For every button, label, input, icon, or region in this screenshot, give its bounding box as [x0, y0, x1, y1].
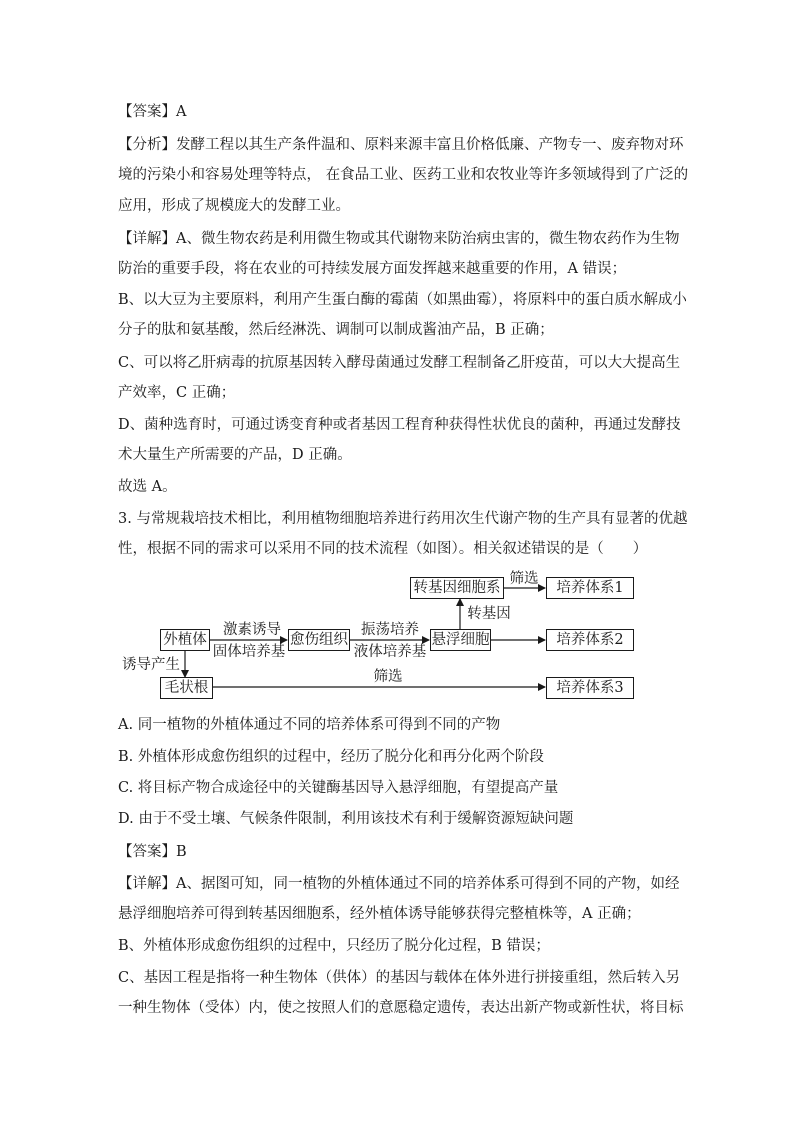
- system3-box: 培养体系3: [546, 677, 634, 699]
- detail-line: 一种生物体（受体）内，使之按照人们的意愿稳定遗传，表达出新产物或新性状，将目标: [118, 1000, 684, 1016]
- detail-line: 分子的肽和氨基酸，然后经淋洗、调制可以制成酱油产品，B 正确；: [118, 322, 554, 338]
- label-screen-3: 筛选: [373, 669, 403, 685]
- suspension-box: 悬浮细胞: [430, 629, 491, 651]
- analysis-line: 【分析】发酵工程以其生产条件温和、原料来源丰富且价格低廉、产物专一、废弃物对环: [118, 137, 684, 153]
- detail-line: C、基因工程是指将一种生物体（供体）的基因与载体在体外进行拼接重组，然后转入另: [118, 970, 681, 986]
- label-solid-medium: 固体培养基: [212, 644, 286, 660]
- conclusion-line: 故选 A。: [118, 479, 177, 495]
- label-induce: 诱导产生: [122, 657, 180, 673]
- explant-box: 外植体: [160, 629, 210, 651]
- option-d: D. 由于不受土壤、气候条件限制，利用该技术有利于缓解资源短缺问题: [118, 811, 574, 827]
- detail-line: C、可以将乙肝病毒的抗原基因转入酵母菌通过发酵工程制备乙肝疫苗，可以大大提高生: [118, 355, 681, 371]
- option-c: C. 将目标产物合成途径中的关键酶基因导入悬浮细胞，有望提高产量: [118, 780, 559, 796]
- detail-line: 产效率，C 正确；: [118, 385, 236, 401]
- option-b: B. 外植体形成愈伤组织的过程中，经历了脱分化和再分化两个阶段: [118, 749, 544, 765]
- analysis-line: 境的污染小和容易处理等特点， 在食品工业、医药工业和农牧业等许多领域得到了广泛的: [118, 167, 689, 183]
- question-stem: 性，根据不同的需求可以采用不同的技术流程（如图）。相关叙述错误的是（ ）: [118, 541, 648, 557]
- hairy-root-box: 毛状根: [160, 677, 213, 699]
- label-shake: 振荡培养: [361, 622, 419, 638]
- option-a: A. 同一植物的外植体通过不同的培养体系可得到不同的产物: [118, 717, 501, 733]
- detail-line: 【详解】A、微生物农药是利用微生物或其代谢物来防治病虫害的，微生物农药作为生物: [118, 231, 680, 247]
- answer-line: 【答案】B: [118, 844, 187, 860]
- detail-line: 术大量生产所需要的产品，D 正确。: [118, 447, 352, 463]
- detail-line: 防治的重要手段，将在农业的可持续发展方面发挥越来越重要的作用，A 错误；: [118, 261, 627, 277]
- label-liquid-medium: 液体培养基: [353, 644, 427, 660]
- label-hormone: 激素诱导: [223, 622, 281, 638]
- analysis-line: 应用，形成了规模庞大的发酵工业。: [118, 198, 350, 214]
- system2-box: 培养体系2: [546, 629, 634, 651]
- detail-line: 悬浮细胞培养可得到转基因细胞系，经外植体诱导能够获得完整植株等，A 正确；: [118, 906, 641, 922]
- callus-box: 愈伤组织: [288, 629, 350, 651]
- answer-line: 【答案】A: [118, 104, 187, 120]
- label-screen-1: 筛选: [509, 571, 539, 587]
- detail-line: B、以大豆为主要原料，利用产生蛋白酶的霉菌（如黑曲霉），将原料中的蛋白质水解成小: [118, 292, 687, 308]
- transgenic-box: 转基因细胞系: [410, 577, 504, 599]
- label-transgene: 转基因: [467, 606, 511, 622]
- detail-line: 【详解】A、据图可知，同一植物的外植体通过不同的培养体系可得到不同的产物，如经: [118, 876, 680, 892]
- detail-line: B、外植体形成愈伤组织的过程中，只经历了脱分化过程，B 错误；: [118, 938, 550, 954]
- system1-box: 培养体系1: [546, 577, 634, 599]
- question-stem: 3. 与常规栽培技术相比，利用植物细胞培养进行药用次生代谢产物的生产具有显著的优越: [118, 511, 688, 527]
- detail-line: D、菌种选育时，可通过诱变育种或者基因工程育种获得性状优良的菌种，再通过发酵技: [118, 417, 681, 433]
